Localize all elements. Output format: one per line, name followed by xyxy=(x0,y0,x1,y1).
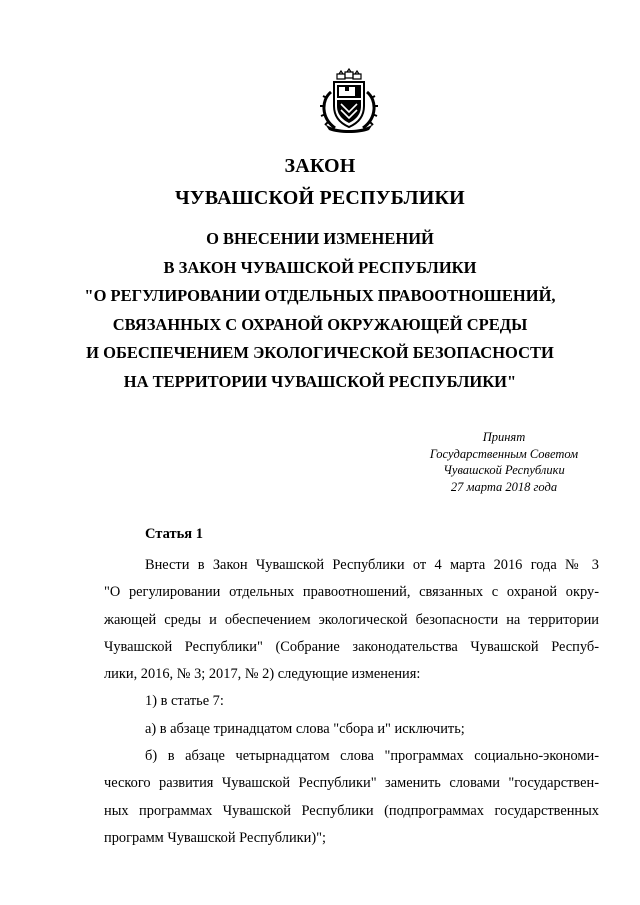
adoption-line: Чувашской Республики xyxy=(443,463,565,478)
body-line: лики, 2016, № 3; 2017, № 2) следующие изменения: xyxy=(104,666,421,683)
subtitle-line: И ОБЕСПЕЧЕНИЕМ ЭКОЛОГИЧЕСКОЙ БЕЗОПАСНОСТИ xyxy=(86,343,554,363)
article-heading: Статья 1 xyxy=(145,526,203,542)
chuvash-republic-emblem-icon xyxy=(311,66,387,134)
adoption-note xyxy=(408,429,600,495)
body-line: ных программах Чувашской Республики (подпрограммах государственных xyxy=(104,802,599,819)
subtitle-line: "О РЕГУЛИРОВАНИИ ОТДЕЛЬНЫХ ПРАВООТНОШЕНИЙ, xyxy=(84,286,556,306)
body-line: ческого развития Чувашской Республики" заменить словами "государствен- xyxy=(104,775,599,792)
body-line: программ Чувашской Республики)"; xyxy=(104,829,327,846)
adoption-line: Принят xyxy=(482,430,526,444)
body-line: Чувашской Республики" (Собрание законодательства Чувашской Респуб- xyxy=(104,638,599,655)
body-line: "О регулировании отдельных правоотношений, связанных с охраной окру- xyxy=(104,584,599,601)
adoption-date: 27 марта 2018 года xyxy=(450,479,558,494)
body-line: Внести в Закон Чувашской Республики от 4 марта 2016 года № 3 xyxy=(145,557,599,573)
body-line: а) в абзаце тринадцатом слова "сбора и" исключить; xyxy=(145,720,465,737)
body-line: 1) в статье 7: xyxy=(145,693,224,710)
law-subtitle xyxy=(0,225,640,397)
article-body xyxy=(104,552,599,852)
body-line: жающей среды и обеспечением экологической безопасности на территории xyxy=(104,611,599,628)
law-title: ЗАКОН xyxy=(284,155,356,177)
subtitle-line: В ЗАКОН ЧУВАШСКОЙ РЕСПУБЛИКИ xyxy=(163,257,477,277)
subtitle-line: СВЯЗАННЫХ С ОХРАНОЙ ОКРУЖАЮЩЕЙ СРЕДЫ xyxy=(112,314,528,334)
subtitle-line: О ВНЕСЕНИИ ИЗМЕНЕНИЙ xyxy=(206,229,434,248)
body-line: б) в абзаце четырнадцатом слова "программах социально-экономи- xyxy=(145,748,599,765)
adoption-line: Государственным Советом xyxy=(429,446,579,461)
subtitle-line: НА ТЕРРИТОРИИ ЧУВАШСКОЙ РЕСПУБЛИКИ" xyxy=(123,371,517,391)
law-title-republic: ЧУВАШСКОЙ РЕСПУБЛИКИ xyxy=(175,187,465,209)
